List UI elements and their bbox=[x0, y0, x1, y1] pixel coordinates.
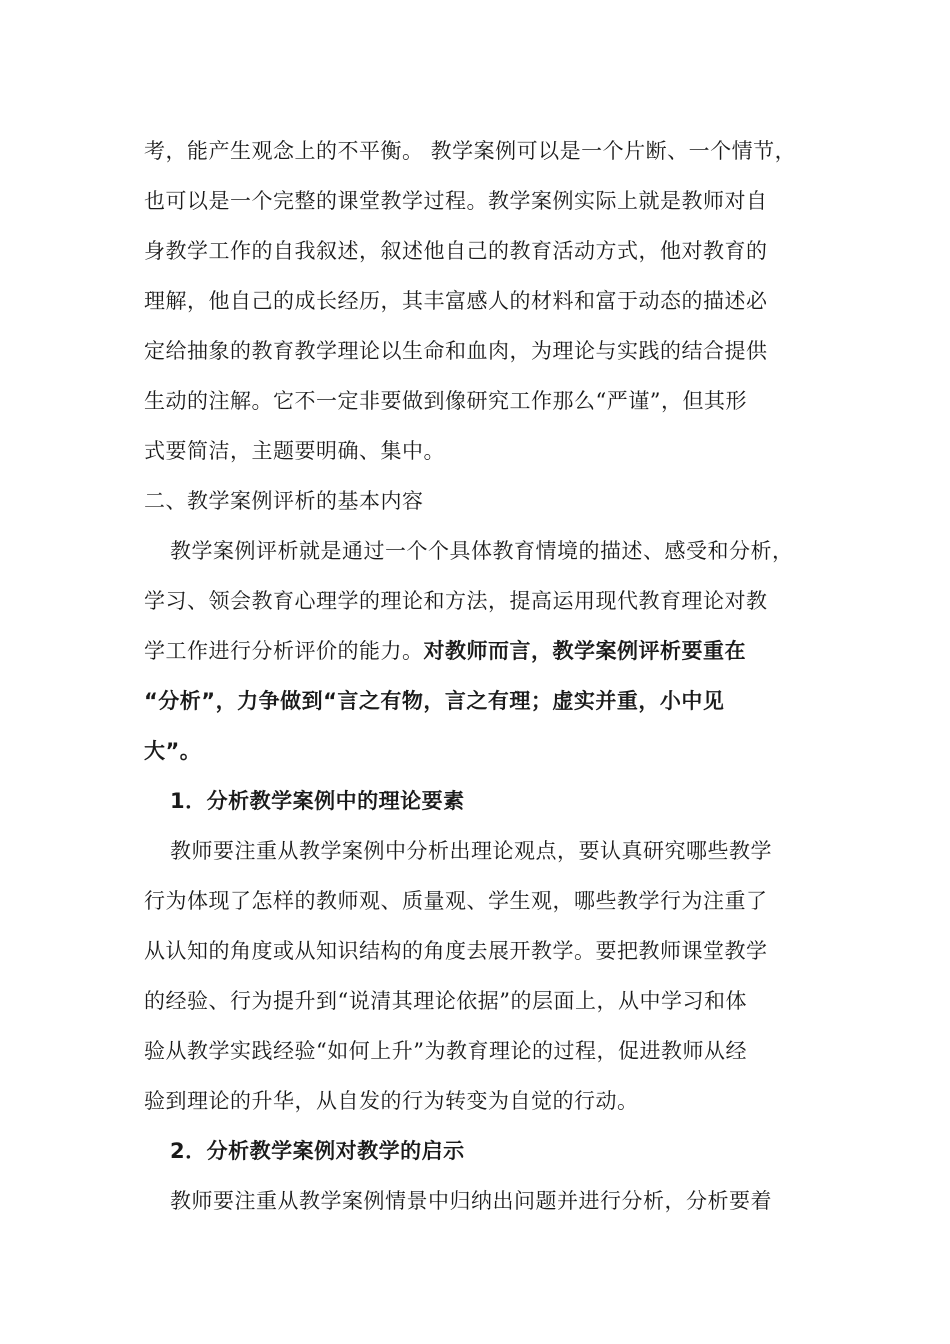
paragraph-line: 身教学工作的自我叙述，叙述他自己的教育活动方式，他对教育的 bbox=[144, 239, 768, 263]
paragraph-line: 教师要注重从教学案例中分析出理论观点，要认真研究哪些教学 bbox=[170, 839, 772, 863]
paragraph-line: 理解，他自己的成长经历，其丰富感人的材料和富于动态的描述必 bbox=[144, 289, 768, 313]
paragraph-line: 生动的注解。它不一定非要做到像研究工作那么“严谨”，但其形 bbox=[144, 389, 747, 413]
paragraph-line: 从认知的角度或从知识结构的角度去展开教学。要把教师课堂教学 bbox=[144, 939, 768, 963]
emphasis-text: 对教师而言，教学案例评析要重在 bbox=[423, 639, 746, 663]
paragraph-line: 考，能产生观念上的不平衡。 教学案例可以是一个片断、一个情节， bbox=[144, 139, 797, 163]
paragraph-line: 验从教学实践经验“如何上升”为教育理论的过程，促进教师从经 bbox=[144, 1039, 747, 1063]
emphasis-line: 大”。 bbox=[144, 739, 202, 763]
subsection-heading: 1．分析教学案例中的理论要素 bbox=[170, 789, 465, 813]
paragraph-line: 教学案例评析就是通过一个个具体教育情境的描述、感受和分析， bbox=[170, 539, 794, 563]
emphasis-line: “分析”，力争做到“言之有物，言之有理；虚实并重，小中见 bbox=[144, 689, 725, 713]
paragraph-line: 学习、领会教育心理学的理论和方法，提高运用现代教育理论对教 bbox=[144, 589, 768, 613]
paragraph-line: 定给抽象的教育教学理论以生命和血肉，为理论与实践的结合提供 bbox=[144, 339, 768, 363]
paragraph-line bbox=[144, 631, 814, 671]
paragraph-line: 行为体现了怎样的教师观、质量观、学生观，哪些教学行为注重了 bbox=[144, 889, 768, 913]
paragraph-line: 也可以是一个完整的课堂教学过程。教学案例实际上就是教师对自 bbox=[144, 189, 768, 213]
paragraph-text: 学工作进行分析评价的能力。 bbox=[144, 639, 424, 663]
paragraph-line: 教师要注重从教学案例情景中归纳出问题并进行分析，分析要着 bbox=[170, 1189, 772, 1213]
paragraph-line: 的经验、行为提升到“说清其理论依据”的层面上，从中学习和体 bbox=[144, 989, 747, 1013]
subsection-heading: 2．分析教学案例对教学的启示 bbox=[170, 1139, 465, 1163]
paragraph-line: 式要简洁，主题要明确、集中。 bbox=[144, 439, 445, 463]
section-heading: 二、教学案例评析的基本内容 bbox=[144, 489, 424, 513]
paragraph-line: 验到理论的升华，从自发的行为转变为自觉的行动。 bbox=[144, 1089, 639, 1113]
